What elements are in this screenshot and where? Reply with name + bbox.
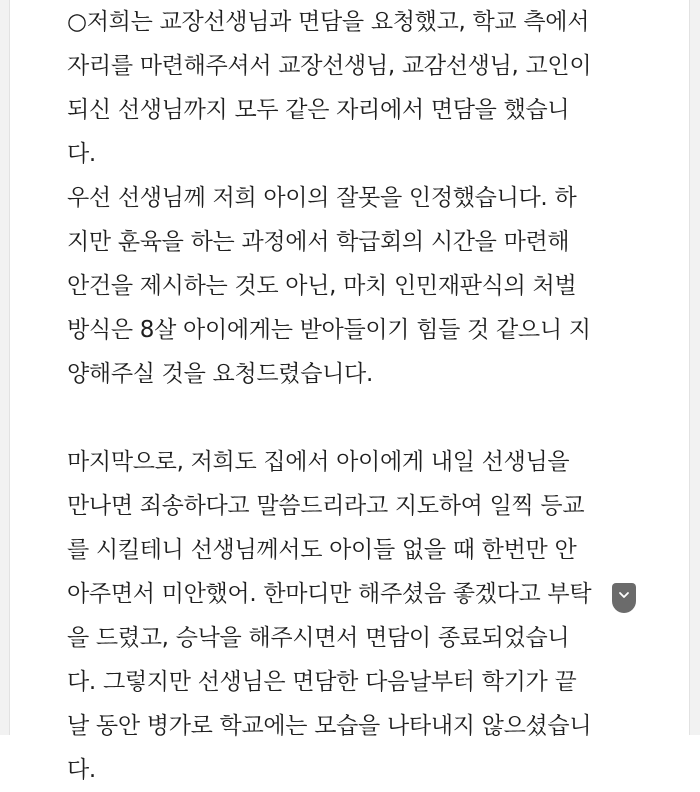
- text-line: 아주면서 미안했어. 한마디만 해주셨음 좋겠다고 부탁: [67, 581, 592, 607]
- text-line: 다.: [67, 757, 96, 783]
- text-line: 자리를 마련해주셔서 교장선생님, 교감선생님, 고인이: [67, 53, 592, 79]
- text-line: 다. 그렇지만 선생님은 면담한 다음날부터 학기가 끝: [67, 669, 577, 695]
- paragraph-2: [67, 440, 647, 792]
- text-line: ○저희는 교장선생님과 면담을 요청했고, 학교 측에서: [67, 9, 590, 35]
- text-line: 지만 훈육을 하는 과정에서 학급회의 시간을 마련해: [67, 229, 570, 255]
- paragraph-1: [67, 0, 647, 396]
- text-line: 되신 선생님까지 모두 같은 자리에서 면담을 했습니: [67, 97, 570, 123]
- right-edge-border: [689, 0, 700, 735]
- text-line: 만나면 죄송하다고 말씀드리라고 지도하여 일찍 등교: [67, 493, 585, 519]
- paragraph-gap: [67, 396, 647, 440]
- text-line: 마지막으로, 저희도 집에서 아이에게 내일 선생님을: [67, 449, 570, 475]
- text-line: 안건을 제시하는 것도 아닌, 마치 인민재판식의 처벌: [67, 273, 577, 299]
- text-line: 날 동안 병가로 학교에는 모습을 나타내지 않으셨습니: [67, 713, 592, 739]
- text-line: 방식은 8살 아이에게는 받아들이기 힘들 것 같으니 지: [67, 317, 591, 343]
- text-line: 다.: [67, 141, 96, 167]
- text-line: 를 시킬테니 선생님께서도 아이들 없을 때 한번만 안: [67, 537, 577, 563]
- text-line: 양해주실 것을 요청드렸습니다.: [67, 361, 373, 387]
- text-line: 을 드렸고, 승낙을 해주시면서 면담이 종료되었습니: [67, 625, 570, 651]
- chevron-down-icon: [618, 591, 630, 599]
- left-edge-border: [0, 0, 10, 735]
- article-body: [67, 0, 647, 792]
- text-line: 우선 선생님께 저희 아이의 잘못을 인정했습니다. 하: [67, 185, 577, 211]
- scroll-down-button[interactable]: [612, 583, 636, 613]
